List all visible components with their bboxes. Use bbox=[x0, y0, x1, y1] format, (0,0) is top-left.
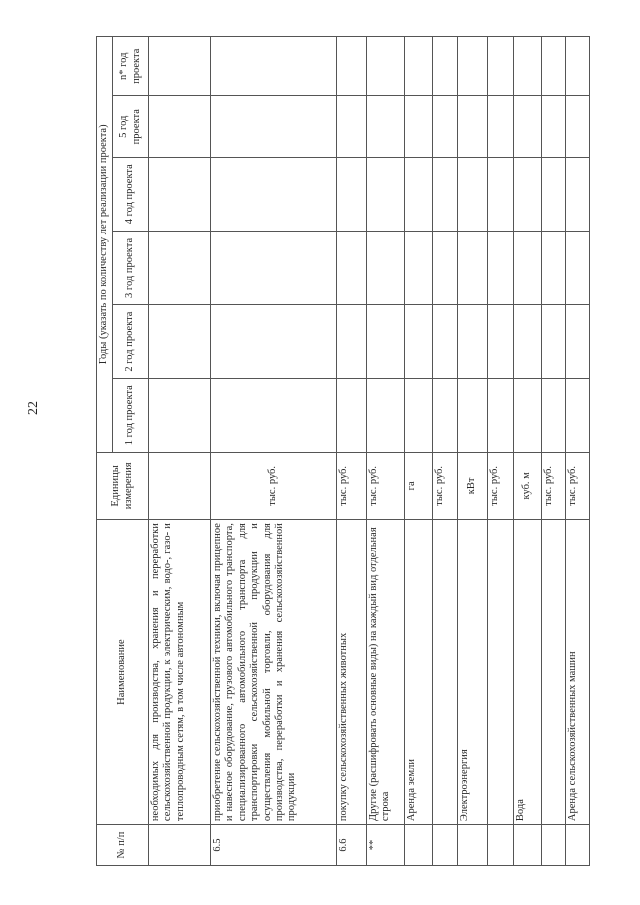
row-unit: куб. м bbox=[514, 452, 542, 520]
budget-table bbox=[96, 36, 590, 866]
row-unit: тыс. руб. bbox=[433, 452, 458, 520]
row-name: Вода bbox=[514, 520, 542, 825]
row-name bbox=[542, 520, 566, 825]
row-unit: га bbox=[405, 452, 433, 520]
table-row bbox=[514, 37, 542, 866]
row-name: Аренда земли bbox=[405, 520, 433, 825]
header-years-group: Годы (указать по количеству лет реализации проекта) bbox=[97, 37, 113, 453]
header-year-1: 1 год проекта bbox=[113, 378, 149, 452]
row-name: покупку сельскохозяйственных животных bbox=[337, 520, 367, 825]
table-row bbox=[211, 37, 337, 866]
page-number: 22 bbox=[26, 401, 41, 415]
row-num bbox=[433, 825, 458, 866]
table-row bbox=[566, 37, 590, 866]
rotated-table-container bbox=[96, 36, 578, 866]
row-name: приобретение сельскохозяйственной техники, включая прицепное и навесное оборудование, грузового автомобильного транспорта, специализированного автомобильного транспорта для транспортировки сельскохозяйственной продукции и осуществления мобильной торговли, оборудования для производства, переработки и хранения сельскохозяйственной продукции bbox=[211, 520, 337, 825]
row-num bbox=[488, 825, 514, 866]
table-row bbox=[367, 37, 405, 866]
row-name bbox=[488, 520, 514, 825]
row-num: 6.6 bbox=[337, 825, 367, 866]
table-header-row bbox=[97, 37, 113, 866]
header-year-3: 3 год проекта bbox=[113, 231, 149, 305]
table-row bbox=[458, 37, 488, 866]
header-year-2: 2 год проекта bbox=[113, 305, 149, 379]
row-unit: тыс. руб. bbox=[542, 452, 566, 520]
table-row bbox=[433, 37, 458, 866]
table-row bbox=[149, 37, 211, 866]
row-unit: кВт bbox=[458, 452, 488, 520]
header-unit: Единицы измерения bbox=[97, 452, 149, 520]
row-num bbox=[405, 825, 433, 866]
row-num: ** bbox=[367, 825, 405, 866]
table-row bbox=[488, 37, 514, 866]
row-num bbox=[458, 825, 488, 866]
row-name: Другие (расшифровать основные виды) на каждый вид отдельная строка bbox=[367, 520, 405, 825]
row-num bbox=[149, 825, 211, 866]
row-unit: тыс. руб. bbox=[566, 452, 590, 520]
row-name: Аренда сельскохозяйственных машин bbox=[566, 520, 590, 825]
row-name: Электроэнергия bbox=[458, 520, 488, 825]
table-row bbox=[542, 37, 566, 866]
header-year-n: n* год проекта bbox=[113, 37, 149, 97]
row-num bbox=[542, 825, 566, 866]
row-name: необходимых для производства, хранения и переработки сельскохозяйственной продукции, к электрическим, водо-, газо- и теплопроводным сетям, в том числе автономным bbox=[149, 520, 211, 825]
row-unit: тыс. руб. bbox=[367, 452, 405, 520]
row-num bbox=[514, 825, 542, 866]
header-year-5: 5 год проекта bbox=[113, 96, 149, 157]
row-num bbox=[566, 825, 590, 866]
row-name bbox=[433, 520, 458, 825]
header-name: Наименование bbox=[97, 520, 149, 825]
row-unit: тыс. руб. bbox=[337, 452, 367, 520]
table-row bbox=[405, 37, 433, 866]
header-num: № п/п bbox=[97, 825, 149, 866]
row-num: 6.5 bbox=[211, 825, 337, 866]
row-unit: тыс. руб. bbox=[211, 452, 337, 520]
header-year-4: 4 год проекта bbox=[113, 157, 149, 231]
table-row bbox=[337, 37, 367, 866]
row-unit: тыс. руб. bbox=[488, 452, 514, 520]
row-unit bbox=[149, 452, 211, 520]
